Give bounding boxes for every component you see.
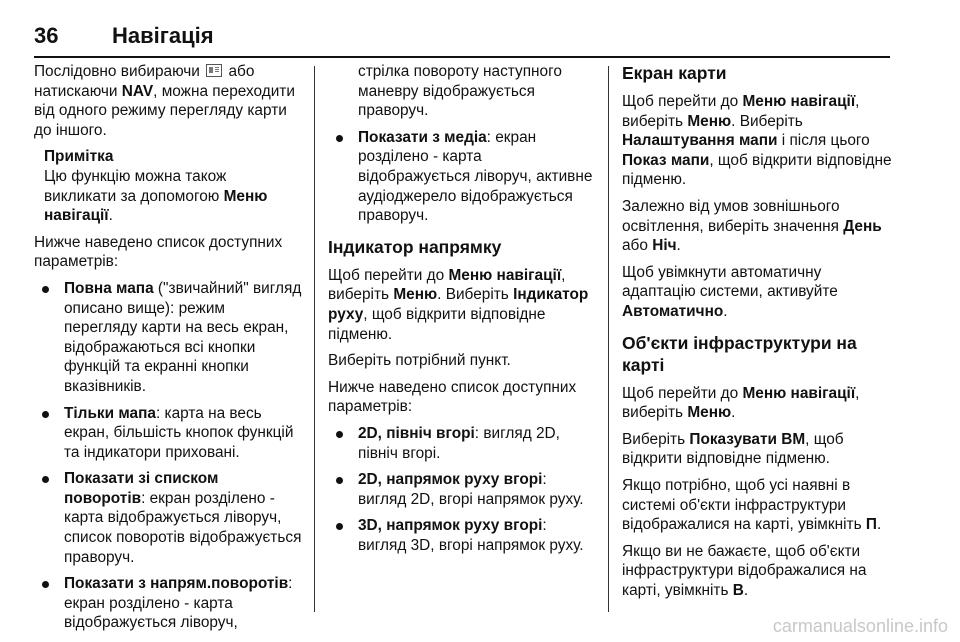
list-item: Тільки мапа: карта на весь екран, більшість кнопок функцій та індикатори приховані. (34, 404, 302, 463)
list-intro: Нижче наведено список доступних параметрів: (328, 378, 577, 416)
paragraph-auto: Щоб увімкнути автоматичну адаптацію системи, активуйте Автоматично. (622, 263, 838, 320)
map-view-icon (206, 64, 222, 77)
list-item: Показати з напрям.поворотів: екран розділено - карта відображується ліворуч, (34, 574, 302, 633)
bullet-icon (336, 431, 343, 438)
paragraph-infra-select: Виберіть Показувати ВМ, щоб відкрити відповідне підменю. (622, 430, 844, 468)
list-item: 2D, напрямок руху вгорі: вигляд 2D, вгорі напрямок руху. (328, 470, 596, 509)
section-heading-infrastructure: Об'єкти інфраструктури на карті (622, 332, 857, 375)
paragraph-view-modes: Послідовно вибираючи або натискаючи NAV, можна переходити від одного режиму перегляду карти до іншого. (34, 63, 295, 139)
paragraph-map-display: Щоб перейти до Меню навігації, виберіть Меню. Виберіть Налаштування мапи і після цього Показ мапи, щоб відкрити відповідне підменю. (622, 93, 892, 189)
column-3 (622, 62, 894, 607)
section-heading-direction: Індикатор напрямку (328, 236, 502, 257)
paragraph-infra-on: Якщо потрібно, щоб усі наявні в системі об'єкти інфраструктури відображалися на карті, увімкніть П. (622, 476, 882, 534)
note-title: Примітка (44, 148, 114, 166)
paragraph-day-night: Залежно від умов зовнішнього освітлення, виберіть значення День або Ніч. (622, 197, 882, 255)
list-item: 2D, північ вгорі: вигляд 2D, північ вгорі. (328, 424, 596, 463)
column-2 (328, 62, 596, 562)
section-heading-map-screen: Екран карти (622, 63, 727, 83)
column-divider (608, 66, 609, 612)
bullet-icon (42, 476, 49, 483)
paragraph-infra-menu: Щоб перейти до Меню навігації, виберіть Меню. (622, 384, 860, 422)
bullet-icon (336, 523, 343, 530)
view-options-list (34, 279, 302, 633)
page-title: Навігація (112, 23, 214, 48)
page-number: 36 (34, 23, 59, 48)
bullet-icon (336, 477, 343, 484)
view-options-list-cont (328, 128, 596, 226)
paragraph-select: Виберіть потрібний пункт. (328, 352, 511, 370)
list-item: Повна мапа ("звичайний" вигляд описано вище): режим перегляду карти на весь екран, відображаються всі кнопки функцій та екранні кнопки вказівників. (34, 279, 302, 397)
bullet-icon (42, 581, 49, 588)
page-header (34, 16, 890, 58)
watermark: carmanualsonline.info (772, 616, 948, 636)
column-divider (314, 66, 315, 612)
list-item: Показати з медіа: екран розділено - карта відображується ліворуч, активне аудіоджерело відображується праворуч. (328, 128, 596, 226)
direction-options-list (328, 424, 596, 556)
list-item: Показати зі списком поворотів: екран розділено - карта відображується ліворуч, список поворотів відображується праворуч. (34, 469, 302, 567)
bullet-icon (42, 286, 49, 293)
paragraph-infra-off: Якщо ви не бажаєте, щоб об'єкти інфраструктури відображалися на карті, увімкніть В. (622, 542, 867, 599)
list-item: 3D, напрямок руху вгорі: вигляд 3D, вгорі напрямок руху. (328, 516, 596, 555)
note: Примітка Цю функцію можна також викликати за допомогою Меню навігації. (44, 147, 302, 225)
bullet-icon (42, 411, 49, 418)
list-intro: Нижче наведено список доступних параметрів: (34, 233, 283, 271)
paragraph-direction: Щоб перейти до Меню навігації, виберіть Меню. Виберіть Індикатор руху, щоб відкрити відповідне підменю. (328, 266, 589, 343)
list-item-continuation: стрілка повороту наступного маневру відображується праворуч. (358, 63, 562, 120)
column-1 (34, 62, 302, 640)
bullet-icon (336, 135, 343, 142)
